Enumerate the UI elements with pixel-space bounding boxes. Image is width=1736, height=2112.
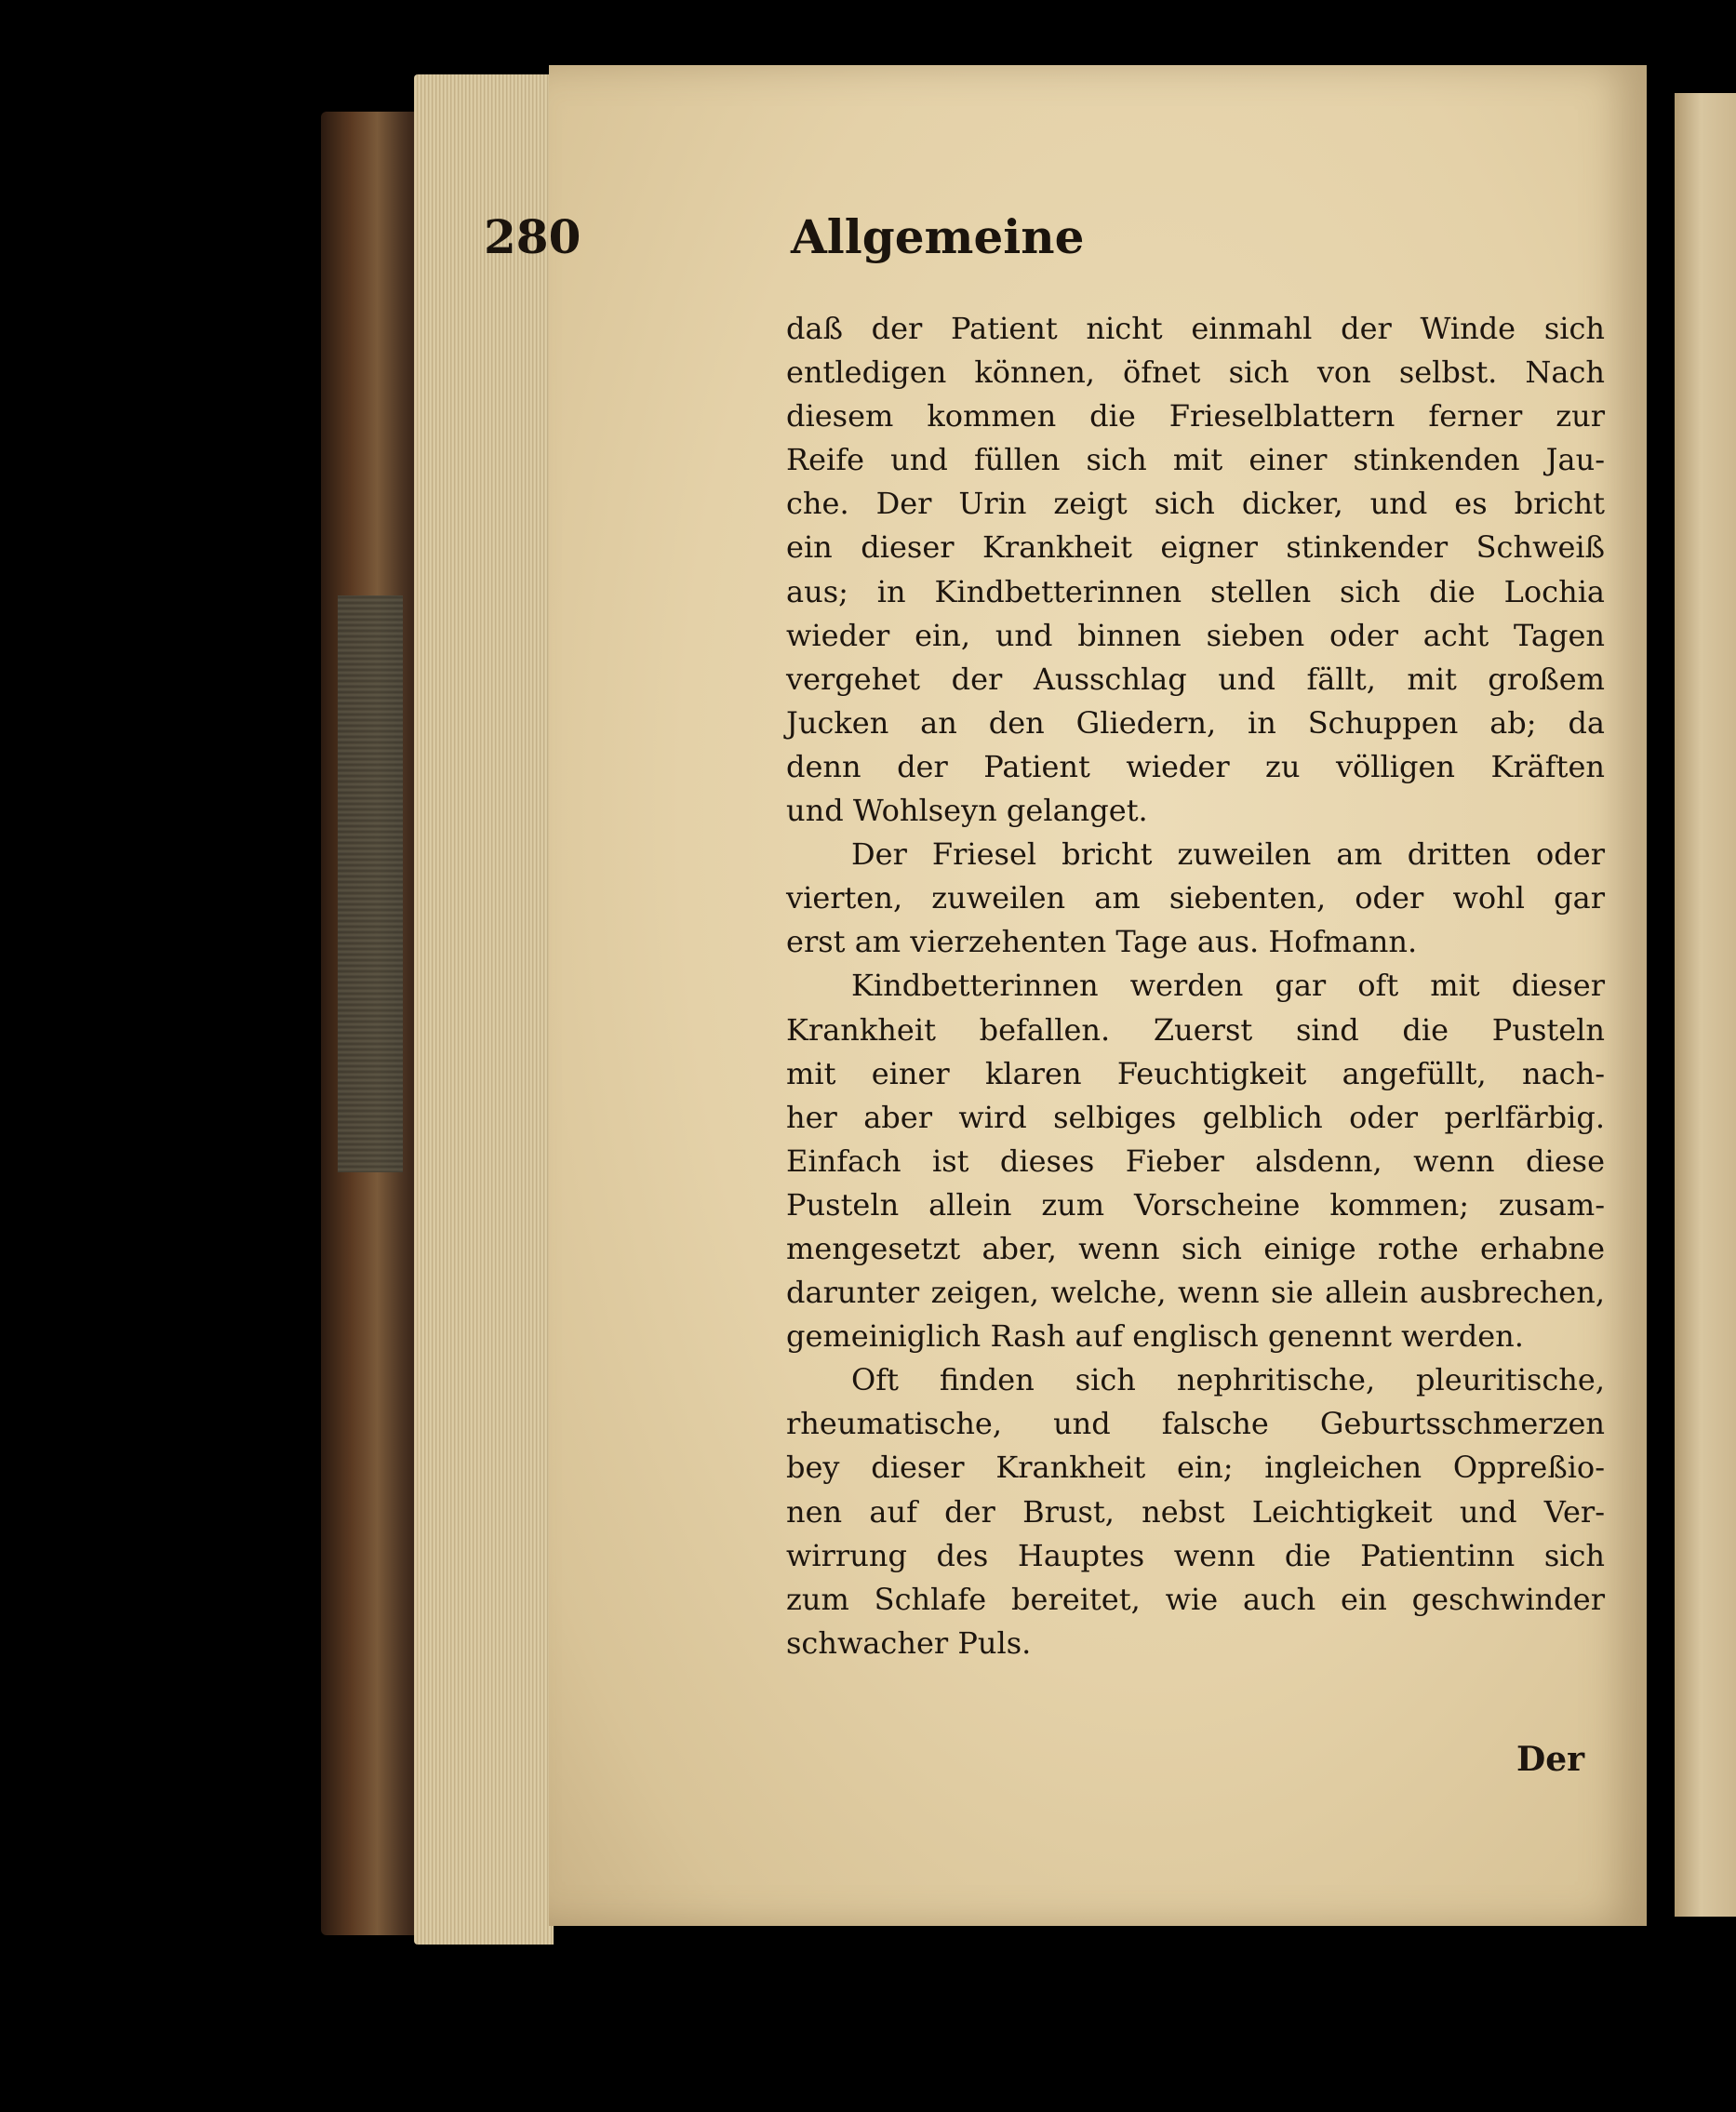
text-line: Reife und füllen sich mit einer stinkenden Jau-: [786, 442, 1605, 478]
page-edges: [414, 74, 554, 1945]
facing-page-edge: [1675, 93, 1736, 1917]
text-line: vergehet der Ausschlag und fällt, mit großem: [786, 661, 1605, 697]
book-spine: [321, 112, 423, 1935]
text-line: Einfach ist dieses Fieber alsdenn, wenn diese: [786, 1143, 1605, 1179]
text-line: aus; in Kindbetterinnen stellen sich die Lochia: [786, 573, 1605, 609]
text-line: schwacher Puls.: [786, 1624, 1032, 1661]
text-line: bey dieser Krankheit ein; ingleichen Oppreßio-: [786, 1450, 1605, 1486]
text-line: Pusteln allein zum Vorscheine kommen; zusam-: [786, 1186, 1605, 1223]
text-line: gemeiniglich Rash auf englisch genennt werden.: [786, 1318, 1524, 1355]
text-line: vierten, zuweilen am siebenten, oder wohl gar: [786, 880, 1605, 916]
text-line: wirrung des Hauptes wenn die Patientinn sich: [786, 1537, 1605, 1573]
text-line: ein dieser Krankheit eigner stinkender Schweiß: [786, 529, 1605, 566]
text-line: zum Schlafe bereitet, wie auch ein geschwinder: [786, 1581, 1605, 1617]
catchword: Der: [1516, 1740, 1585, 1779]
text-line: denn der Patient wieder zu völligen Kräften: [786, 748, 1605, 784]
text-line: che. Der Urin zeigt sich dicker, und es bricht: [786, 486, 1605, 522]
text-line: entledigen können, öfnet sich von selbst. Nach: [786, 354, 1605, 391]
text-line: nen auf der Brust, nebst Leichtigkeit und Ver-: [786, 1493, 1605, 1530]
text-line: Krankheit befallen. Zuerst sind die Pusteln: [786, 1011, 1605, 1048]
text-line: rheumatische, und falsche Geburtsschmerzen: [786, 1406, 1605, 1442]
text-line: wieder ein, und binnen sieben oder acht Tagen: [786, 617, 1605, 653]
text-line: erst am vierzehenten Tage aus. Hofmann.: [786, 924, 1418, 960]
text-line: her aber wird selbiges gelblich oder perlfärbig.: [786, 1099, 1605, 1135]
page-number: 280: [484, 209, 581, 264]
page-header: [484, 209, 1302, 274]
text-line: mit einer klaren Feuchtigkeit angefüllt, nach-: [786, 1055, 1605, 1091]
spine-leather-texture: [338, 595, 403, 1172]
text-line: und Wohlseyn gelanget.: [786, 793, 1148, 829]
body-text: [786, 307, 1605, 1665]
text-line: diesem kommen die Frieselblattern ferner zur: [786, 398, 1605, 434]
running-head: Allgemeine: [791, 209, 1085, 264]
text-line: mengesetzt aber, wenn sich einige rothe erhabne: [786, 1230, 1605, 1266]
text-line: Oft finden sich nephritische, pleuritische,: [851, 1362, 1605, 1398]
text-line: darunter zeigen, welche, wenn sie allein ausbrechen,: [786, 1275, 1605, 1311]
text-line: Kindbetterinnen werden gar oft mit dieser: [851, 968, 1605, 1004]
text-line: daß der Patient nicht einmahl der Winde sich: [786, 311, 1605, 346]
text-line: Der Friesel bricht zuweilen am dritten oder: [851, 836, 1605, 873]
text-line: Jucken an den Gliedern, in Schuppen ab; da: [786, 704, 1605, 741]
